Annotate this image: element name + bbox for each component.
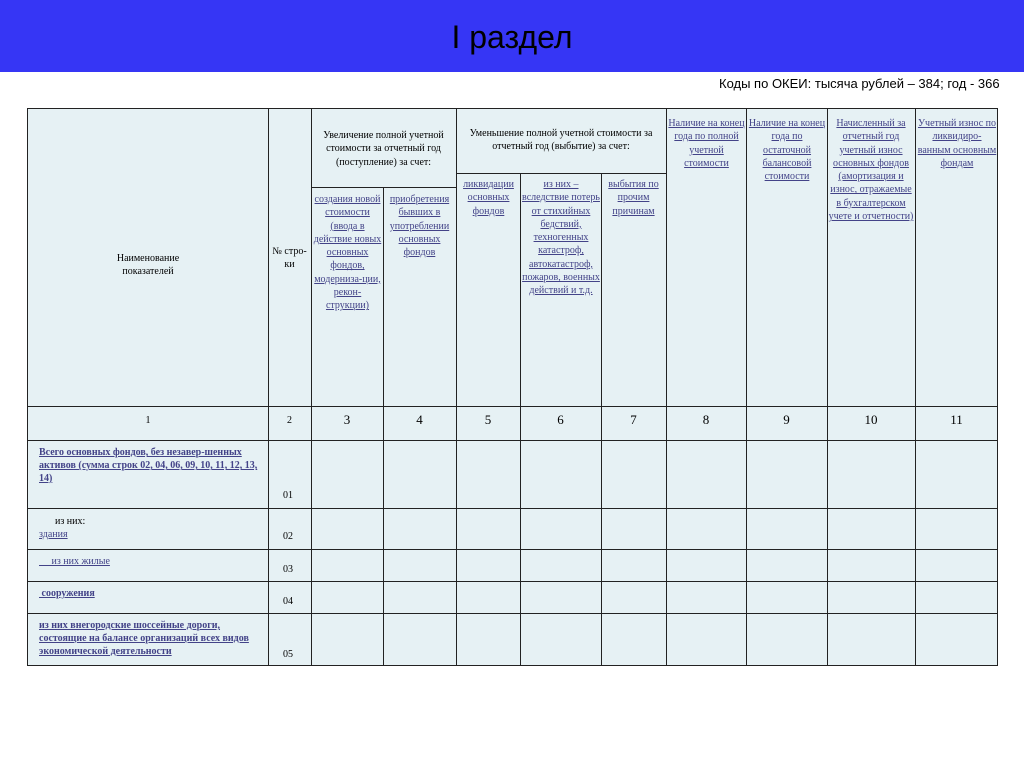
- grid-line: [28, 613, 998, 614]
- header-increase-used: приобретения бывших в употреблении основных фондов: [389, 194, 450, 259]
- column-number: 1: [145, 415, 151, 426]
- row-label-structures: сооружения: [39, 588, 95, 599]
- column-number: 6: [557, 413, 564, 427]
- grid-line: [456, 173, 666, 174]
- row-label-roads: из них внегородские шоссейные дороги, состоящие на балансе организаций всех видов экономической деятельности: [39, 620, 249, 657]
- column-number: 4: [416, 413, 423, 427]
- header-decrease-group: Уменьшение полной учетной стоимости за отчетный год (выбытие) за счет:: [469, 128, 653, 153]
- header-increase-new: создания новой стоимости (ввода в действие новых основных фондов, модерниза-ции, рекон-струкции): [313, 194, 382, 312]
- grid-line: [28, 440, 998, 441]
- header-increase-group: Увеличение полной учетной стоимости за отчетный год (поступление) за счет:: [323, 130, 444, 168]
- row-code: 02: [283, 531, 293, 542]
- grid-line: [28, 549, 998, 550]
- grid-line: [28, 508, 998, 509]
- column-number: 11: [950, 413, 963, 427]
- header-full-value: Наличие на конец года по полной учетной стоимости: [668, 118, 745, 169]
- column-number: 10: [864, 413, 878, 427]
- row-label-buildings: здания: [39, 529, 68, 540]
- column-number: 3: [343, 413, 351, 427]
- page-title: I раздел: [451, 19, 573, 55]
- okei-codes: Коды по ОКЕИ: тысяча рублей – 384; год - 366: [719, 76, 1000, 91]
- row-code: 01: [283, 490, 293, 501]
- header-indicators: Наименование показателей: [116, 253, 180, 278]
- row-code: 05: [283, 649, 293, 660]
- header-decrease-other: выбытия по прочим причинам: [608, 179, 659, 217]
- header-residual-value: Наличие на конец года по остаточной балансовой стоимости: [748, 118, 826, 183]
- row-label-total: Всего основных фондов, без незавер-шенных активов (сумма строк 02, 04, 06, 09, 10, 11, 12, 13, 14): [39, 447, 258, 484]
- row-code: 04: [283, 596, 293, 607]
- column-number: 2: [287, 415, 292, 426]
- header-row-number: № стро-ки: [272, 246, 307, 271]
- grid-line: [666, 109, 667, 666]
- grid-line: [915, 109, 916, 666]
- grid-line: [746, 109, 747, 666]
- header-decrease-liquidation: ликвидации основных фондов: [463, 179, 514, 217]
- row-label-residential: из них жилые: [39, 556, 110, 567]
- column-number: 7: [630, 413, 637, 427]
- grid-line: [268, 109, 269, 666]
- statistics-table: [27, 108, 998, 666]
- grid-line: [28, 581, 998, 582]
- header-liquidated-wear: Учетный износ по ликвидиро-ванным основным фондам: [917, 118, 997, 169]
- header-decrease-disasters: из них – вследствие потерь от стихийных бедствий, техногенных катастроф, автокатастроф, пожаров, военных действий и т.д.: [522, 179, 600, 297]
- grid-line: [28, 406, 998, 407]
- column-number: 9: [783, 413, 790, 427]
- grid-line: [311, 109, 312, 666]
- row-code: 03: [283, 564, 293, 575]
- header-accrued-wear: Начисленный за отчетный год учетный износ основных фондов (амортизация и износ, отражаемые в бухгалтерском учете и отчетности): [828, 118, 914, 223]
- grid-line: [311, 187, 456, 188]
- column-number: 5: [484, 413, 492, 427]
- row-prefix: из них:: [55, 516, 86, 527]
- column-number: 8: [702, 413, 710, 427]
